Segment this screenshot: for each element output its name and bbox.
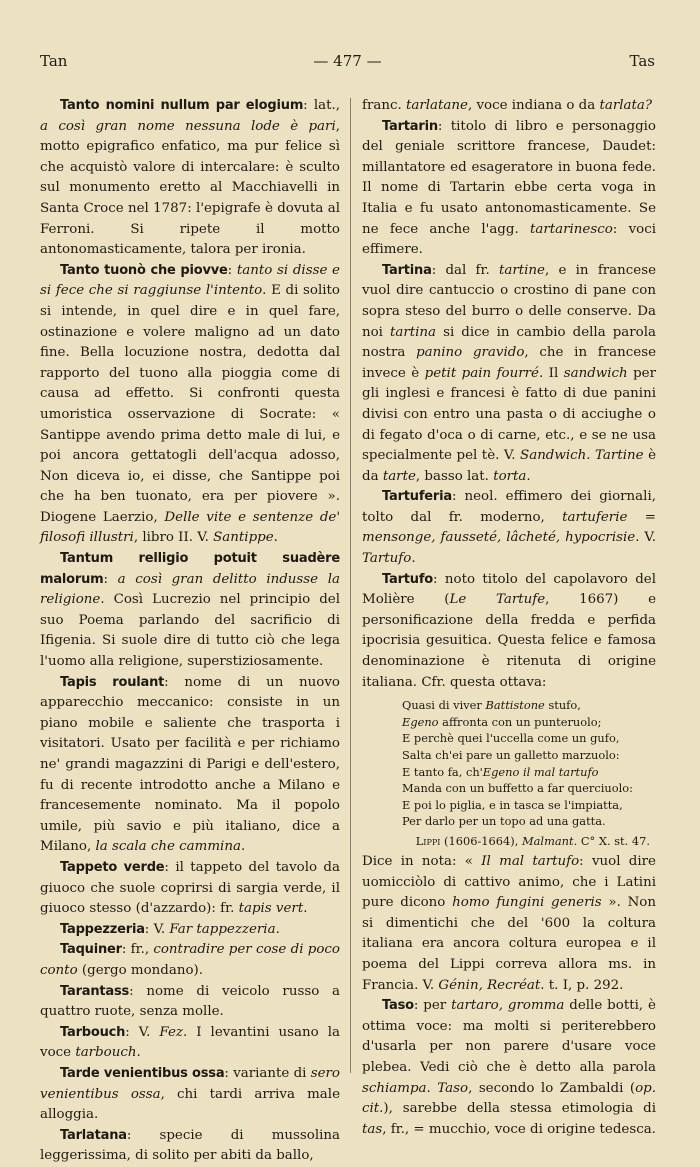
left-column: [40, 96, 340, 1167]
body-text: : noto titolo del capolavoro del Molière (: [362, 571, 656, 608]
body-text: .: [526, 468, 531, 484]
verse-line: [402, 780, 656, 797]
running-header: [40, 52, 655, 74]
italic-text: Fez: [159, 1024, 183, 1040]
body-text: E tanto fa, ch': [402, 764, 483, 779]
italic-text: tarlatane: [405, 98, 468, 113]
italic-text: Taso: [437, 1080, 469, 1096]
body-text: t. I, p. 292.: [544, 977, 624, 993]
headword: Tanto nomini nullum par elogium: [60, 98, 304, 113]
headword: Tartina: [382, 262, 432, 278]
headword: Tantum relligio potuit suadère malorum: [40, 551, 340, 587]
italic-text: tartine: [498, 262, 545, 278]
body-text: : titolo di libro e personaggio del geniale scrittore francese, Daudet: millantatore ed esageratore in buona fede. Il nome di Tartarin ebbe certa voga in Italia e fu usato antonomasticamente. Se ne fece anche l'agg.: [362, 118, 656, 237]
body-text: . E di solito si intende, in quel dire e in quel fare, ostinazione e volere maligno ad un dato fine. Bella locuzione nostra, dedotta dal rapporto del tuono alla pioggia come di causa ad effetto. Si confronti questa umoristica osservazione di Socrate: « Santippe avendo prima detto male di lui, e poi ancora gettatogli dell'acqua adosso, Non diceva io, ei disse, che Santippe poi che ha ben tuonato, era per piovere ». Diogene Laerzio,: [40, 283, 340, 525]
dictionary-entry: [40, 96, 340, 261]
dictionary-entry: [362, 96, 656, 117]
dictionary-entry: [362, 117, 656, 261]
right-column-entries-bottom: [362, 852, 656, 1140]
headword: Tapis roulant: [60, 674, 165, 690]
body-text: : nome di veicolo russo a quattro ruote, senza molle.: [40, 983, 340, 1020]
italic-text: panino gravido: [416, 345, 525, 361]
dictionary-entry: [40, 549, 340, 673]
headword: Tarbouch: [60, 1024, 126, 1040]
verse-line: [402, 697, 656, 714]
headword: Taso: [382, 998, 414, 1014]
italic-text: a così gran nome nessuna lode è pari: [40, 118, 336, 134]
verse-quote: [402, 697, 656, 830]
dictionary-entry: [40, 1126, 340, 1167]
body-text: Lippi: [415, 833, 441, 848]
body-text: .: [240, 839, 246, 855]
body-text: .: [411, 551, 416, 567]
italic-text: tartarinesco: [529, 221, 613, 237]
dictionary-entry: [362, 570, 656, 694]
dictionary-entry: [40, 940, 340, 981]
body-text: Quasi di viver: [402, 698, 486, 713]
body-text: : dal fr.: [431, 262, 499, 278]
italic-text: op. cit.: [362, 1080, 657, 1117]
body-text: , che in francese invece è: [362, 345, 656, 381]
headword: Tappezzeria: [60, 921, 145, 937]
body-text: :: [227, 262, 237, 278]
dictionary-entry: [362, 996, 656, 1140]
italic-text: tartaro, gromma: [451, 998, 565, 1014]
body-text: : V.: [144, 921, 170, 937]
header-right-guide: Tas: [629, 52, 655, 70]
italic-text: la scala che cammina: [95, 839, 241, 855]
body-text: per gli inglesi e francesi è fatto di due panini divisi con entro una pasta o di acciughe o di fegato d'oca o di carne, etc., e se ne usa specialmente pel tè. V.: [362, 365, 656, 464]
body-text: . I levantini usano la voce: [40, 1024, 340, 1061]
body-text: stufo,: [544, 698, 581, 713]
italic-text: Malmant.: [521, 833, 578, 848]
body-text: . Il: [538, 365, 564, 381]
page-number: — 477 —: [313, 52, 382, 70]
headword: Tappeto verde: [60, 859, 165, 875]
italic-text: tapis vert: [238, 901, 304, 917]
body-text: . Così Lucrezio nel principio del suo Poema parlando del sacrificio di Ifigenia. Si suole dire di tutto ciò che lega l'uomo alla religione, superstiziosamente.: [40, 592, 340, 670]
dictionary-entry: [40, 982, 340, 1023]
italic-text: tartina: [390, 324, 437, 340]
body-text: si dice in cambio della parola nostra: [362, 324, 656, 361]
headword: Tarde venientibus ossa: [60, 1065, 225, 1081]
body-text: : fr.,: [121, 942, 154, 958]
italic-text: Le Tartufe: [449, 592, 546, 608]
italic-text: Tartufo: [362, 551, 412, 567]
body-text: : voci effimere.: [362, 221, 656, 258]
italic-text: tanto si disse e si fece che si raggiunse l'intento: [40, 262, 340, 299]
dictionary-entry: [40, 858, 340, 920]
body-text: . V.: [635, 530, 656, 546]
body-text: (gergo mondano).: [77, 962, 204, 978]
italic-text: contradire per cose di poco conto: [40, 942, 340, 978]
body-text: .: [426, 1080, 438, 1096]
dictionary-entry: [40, 261, 340, 549]
verse-citation: [362, 832, 650, 850]
headword: Tartarin: [382, 118, 438, 134]
body-text: E poi lo piglia, e in tasca se l'impiatta,: [402, 797, 623, 812]
body-text: .: [303, 901, 308, 917]
body-text: .: [136, 1045, 141, 1061]
headword: Tarantass: [60, 983, 130, 999]
headword: Tartufo: [382, 571, 434, 587]
body-text: , secondo lo Zambaldi (: [468, 1080, 636, 1096]
verse-line: [402, 764, 656, 781]
italic-text: tarte: [382, 468, 416, 484]
body-text: ». Non si dimentichi che del '600 la coltura italiana era ancora coltura europea e il poema del Lippi correva allora ms. in Francia. V.: [362, 895, 656, 993]
body-text: E perchè quei l'uccella come un gufo,: [402, 731, 620, 746]
body-text: : variante di: [224, 1065, 311, 1081]
body-text: .: [273, 530, 278, 546]
body-text: Per darlo per un topo ad una gatta.: [402, 814, 606, 829]
body-text: : V.: [125, 1024, 160, 1040]
verse-line: [402, 797, 656, 814]
body-text: C° X. st. 47.: [577, 833, 650, 848]
right-column-entries-top: [362, 96, 656, 693]
body-text: è da: [362, 448, 656, 484]
body-text: ), sarebbe della stessa etimologia di: [383, 1101, 656, 1117]
body-text: Salta ch'ei pare un galletto marzuolo:: [402, 748, 620, 762]
body-text: , motto epigrafico enfatico, ma pur felice sì che acquistò valore di intercalare: è sculto sul monumento eretto al Macchiavelli in Santa Croce nel 1787: l'epigrafe è dovuta al Ferroni. Si ripete il motto antonomasticamente, talora per ironia.: [40, 118, 340, 258]
body-text: : neol. effimero dei giornali, tolto dal fr. moderno,: [362, 489, 656, 525]
italic-text: Egeno il mal tartufo: [482, 764, 599, 779]
body-text: : lat.,: [303, 98, 340, 113]
italic-text: tas: [362, 1121, 383, 1137]
body-text: : specie di mussolina leggerissima, di solito per abiti da ballo,: [40, 1127, 340, 1164]
body-text: , 1667) e personificazione della fredda e perfida ipocrisia gesuitica. Questa felice e famosa denominazione è ritenuta di origine italiana. Cfr. questa ottava:: [362, 592, 656, 690]
italic-text: tarbouch: [75, 1045, 137, 1061]
body-text: , libro II. V.: [133, 530, 214, 546]
header-left-guide: Tan: [40, 52, 68, 70]
italic-text: Far tappezzeria: [169, 921, 276, 937]
dictionary-entry: [40, 920, 340, 941]
body-text: Manda con un buffetto a far querciuolo:: [402, 781, 633, 796]
italic-text: Santippe: [213, 530, 274, 546]
dictionary-entry: [362, 261, 656, 488]
dictionary-entry: [362, 487, 656, 569]
italic-text: schiampa: [362, 1080, 427, 1096]
italic-text: Battistone: [485, 698, 545, 713]
headword: Tartuferia: [382, 489, 452, 505]
column-divider: [350, 98, 351, 1073]
body-text: Dice in nota: «: [362, 853, 482, 869]
body-text: : il tappeto del tavolo da giuoco che suole coprirsi di sargia verde, il giuoco stesso (d'azzardo): fr.: [40, 859, 340, 917]
body-text: (1606-1664),: [440, 833, 522, 848]
headword: Tarlatana: [60, 1127, 127, 1143]
italic-text: petit pain fourré: [424, 365, 539, 381]
body-text: , e in francese vuol dire cantuccio o crostino di pane con sopra steso del burro o delle conserve. Da noi: [362, 262, 657, 340]
body-text: : per: [413, 998, 452, 1014]
body-text: .: [275, 921, 280, 937]
dictionary-entry: [40, 1064, 340, 1126]
headword: Taquiner: [60, 942, 122, 958]
body-text: , basso lat.: [415, 468, 494, 484]
body-text: delle botti, è ottima voce: ma molti si periterebbero d'usarla per non parere d'usare voce plebea. Vedi ciò che è detto alla parola: [362, 998, 656, 1075]
verse-line: [402, 747, 656, 764]
body-text: affronta con un punteruolo;: [438, 714, 602, 729]
italic-text: Sandwich. Tartine: [520, 448, 644, 464]
italic-text: Delle vite e sentenze de' filosofi illustri: [40, 509, 341, 546]
verse-line: [402, 714, 656, 731]
body-text: franc.: [362, 98, 406, 113]
italic-text: a così gran delitto indusse la religione: [40, 571, 340, 608]
body-text: , fr., = mucchio, voce di origine tedesca.: [382, 1121, 656, 1137]
italic-text: homo fungini generis: [452, 895, 602, 911]
verse-line: [402, 730, 656, 747]
dictionary-entry: [362, 852, 656, 996]
italic-text: sandwich: [563, 365, 628, 381]
italic-text: Egeno: [402, 714, 439, 729]
right-column: [362, 96, 656, 1140]
italic-text: Génin, Recréat.: [438, 977, 545, 993]
italic-text: Il mal tartufo: [481, 853, 580, 869]
italic-text: sero venientibus ossa: [40, 1065, 340, 1102]
dictionary-entry: [40, 1023, 340, 1064]
body-text: , chi tardi arriva male alloggia.: [40, 1086, 340, 1123]
headword: Tanto tuonò che piovve: [60, 262, 228, 278]
body-text: : vuol dire uomicciòlo di cattivo animo, che i Latini pure dicono: [362, 853, 656, 911]
body-text: :: [103, 571, 118, 587]
body-text: : nome di un nuovo apparecchio meccanico: consiste in un piano mobile e saliente che trasporta i visitatori. Usato per facilità e per richiamo ne' grandi magazzini di Parigi e dell'estero, fu di recente introdotto anche a Milano e francesemente nominato. Ma il popolo umile, più savio e più italiano, dice a Milano,: [40, 674, 340, 855]
dictionary-entry: [40, 673, 340, 858]
italic-text: tarlata?: [599, 98, 653, 113]
body-text: , voce indiana o da: [467, 98, 600, 113]
verse-line: [402, 813, 656, 830]
italic-text: torta: [493, 468, 527, 484]
italic-text: tartuferie = mensonge, fausseté, lâcheté, hypocrisie: [362, 509, 656, 546]
